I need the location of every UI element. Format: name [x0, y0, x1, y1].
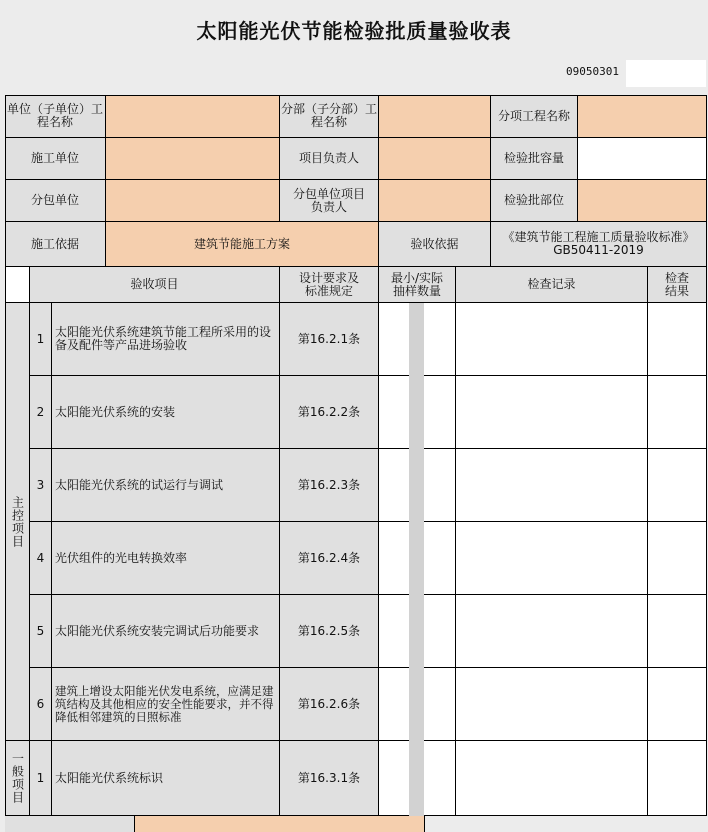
- item-record[interactable]: [456, 741, 648, 816]
- project-manager-field[interactable]: [379, 138, 491, 180]
- sub-unit-label: 分包单位: [5, 180, 106, 222]
- basis-value[interactable]: 建筑节能施工方案: [106, 222, 379, 267]
- sub-manager-field[interactable]: [379, 180, 491, 222]
- main-control-label: [5, 303, 30, 741]
- item-clause: 第16.2.5条: [280, 595, 379, 668]
- item-no: 1: [30, 303, 52, 376]
- item-text: 太阳能光伏系统的安装: [52, 376, 280, 449]
- form-code: 09050301: [566, 65, 619, 78]
- corner-cell: [5, 267, 30, 303]
- item-no: 6: [30, 668, 52, 741]
- item-no: 3: [30, 449, 52, 522]
- item-record[interactable]: [456, 303, 648, 376]
- item-result[interactable]: [648, 668, 707, 741]
- acceptance-basis-value: 《建筑节能工程施工质量验收标准》GB50411-2019: [491, 222, 707, 267]
- item-no: 5: [30, 595, 52, 668]
- code-input[interactable]: [626, 60, 706, 87]
- item-clause: 第16.2.3条: [280, 449, 379, 522]
- item-clause: 第16.2.2条: [280, 376, 379, 449]
- footer-input-cell[interactable]: [135, 816, 425, 832]
- general-label: [5, 741, 30, 816]
- col-result: 检查结果: [648, 267, 707, 303]
- item-clause: 第16.3.1条: [280, 741, 379, 816]
- batch-capacity-label: 检验批容量: [491, 138, 578, 180]
- col-min-sample: 最小/实际抽样数量: [379, 267, 456, 303]
- batch-capacity-field[interactable]: [578, 138, 707, 180]
- sample-column-shade: [409, 303, 424, 816]
- col-record: 检查记录: [456, 267, 648, 303]
- basis-label: 施工依据: [5, 222, 106, 267]
- item-record[interactable]: [456, 376, 648, 449]
- item-result[interactable]: [648, 376, 707, 449]
- item-record[interactable]: [456, 522, 648, 595]
- item-result[interactable]: [648, 303, 707, 376]
- item-clause: 第16.2.6条: [280, 668, 379, 741]
- subitem-label: 分项工程名称: [491, 95, 578, 138]
- batch-location-field[interactable]: [578, 180, 707, 222]
- item-clause: 第16.2.1条: [280, 303, 379, 376]
- item-text: 太阳能光伏系统建筑节能工程所采用的设备及配件等产品进场验收: [52, 303, 280, 376]
- page-title: 太阳能光伏节能检验批质量验收表: [196, 18, 512, 43]
- item-result[interactable]: [648, 741, 707, 816]
- subdivision-label: 分部（子分部）工程名称: [280, 95, 379, 138]
- item-text: 光伏组件的光电转换效率: [52, 522, 280, 595]
- batch-location-label: 检验批部位: [491, 180, 578, 222]
- item-clause: 第16.2.4条: [280, 522, 379, 595]
- item-no: 1: [30, 741, 52, 816]
- item-no: 2: [30, 376, 52, 449]
- col-design: 设计要求及标准规定: [280, 267, 379, 303]
- col-item: 验收项目: [30, 267, 280, 303]
- item-result[interactable]: [648, 449, 707, 522]
- footer-label-cell: [5, 816, 135, 832]
- item-no: 4: [30, 522, 52, 595]
- construction-unit-label: 施工单位: [5, 138, 106, 180]
- subdivision-field[interactable]: [379, 95, 491, 138]
- project-manager-label: 项目负责人: [280, 138, 379, 180]
- item-text: 太阳能光伏系统标识: [52, 741, 280, 816]
- subitem-field[interactable]: [578, 95, 707, 138]
- item-text: 太阳能光伏系统的试运行与调试: [52, 449, 280, 522]
- item-result[interactable]: [648, 595, 707, 668]
- sub-unit-field[interactable]: [106, 180, 280, 222]
- unit-name-field[interactable]: [106, 95, 280, 138]
- general-text: 一般项目: [10, 752, 25, 804]
- item-text: 建筑上增设太阳能光伏发电系统，应满足建筑结构及其他相应的安全性能要求，并不得降低相邻建筑的日照标准: [52, 668, 280, 741]
- sub-manager-label: 分包单位项目负责人: [280, 180, 379, 222]
- item-record[interactable]: [456, 595, 648, 668]
- acceptance-basis-label: 验收依据: [379, 222, 491, 267]
- item-record[interactable]: [456, 668, 648, 741]
- construction-unit-field[interactable]: [106, 138, 280, 180]
- item-text: 太阳能光伏系统安装完调试后功能要求: [52, 595, 280, 668]
- unit-name-label: 单位（子单位）工程名称: [5, 95, 106, 138]
- main-control-text: 主控项目: [10, 495, 25, 548]
- item-record[interactable]: [456, 449, 648, 522]
- item-result[interactable]: [648, 522, 707, 595]
